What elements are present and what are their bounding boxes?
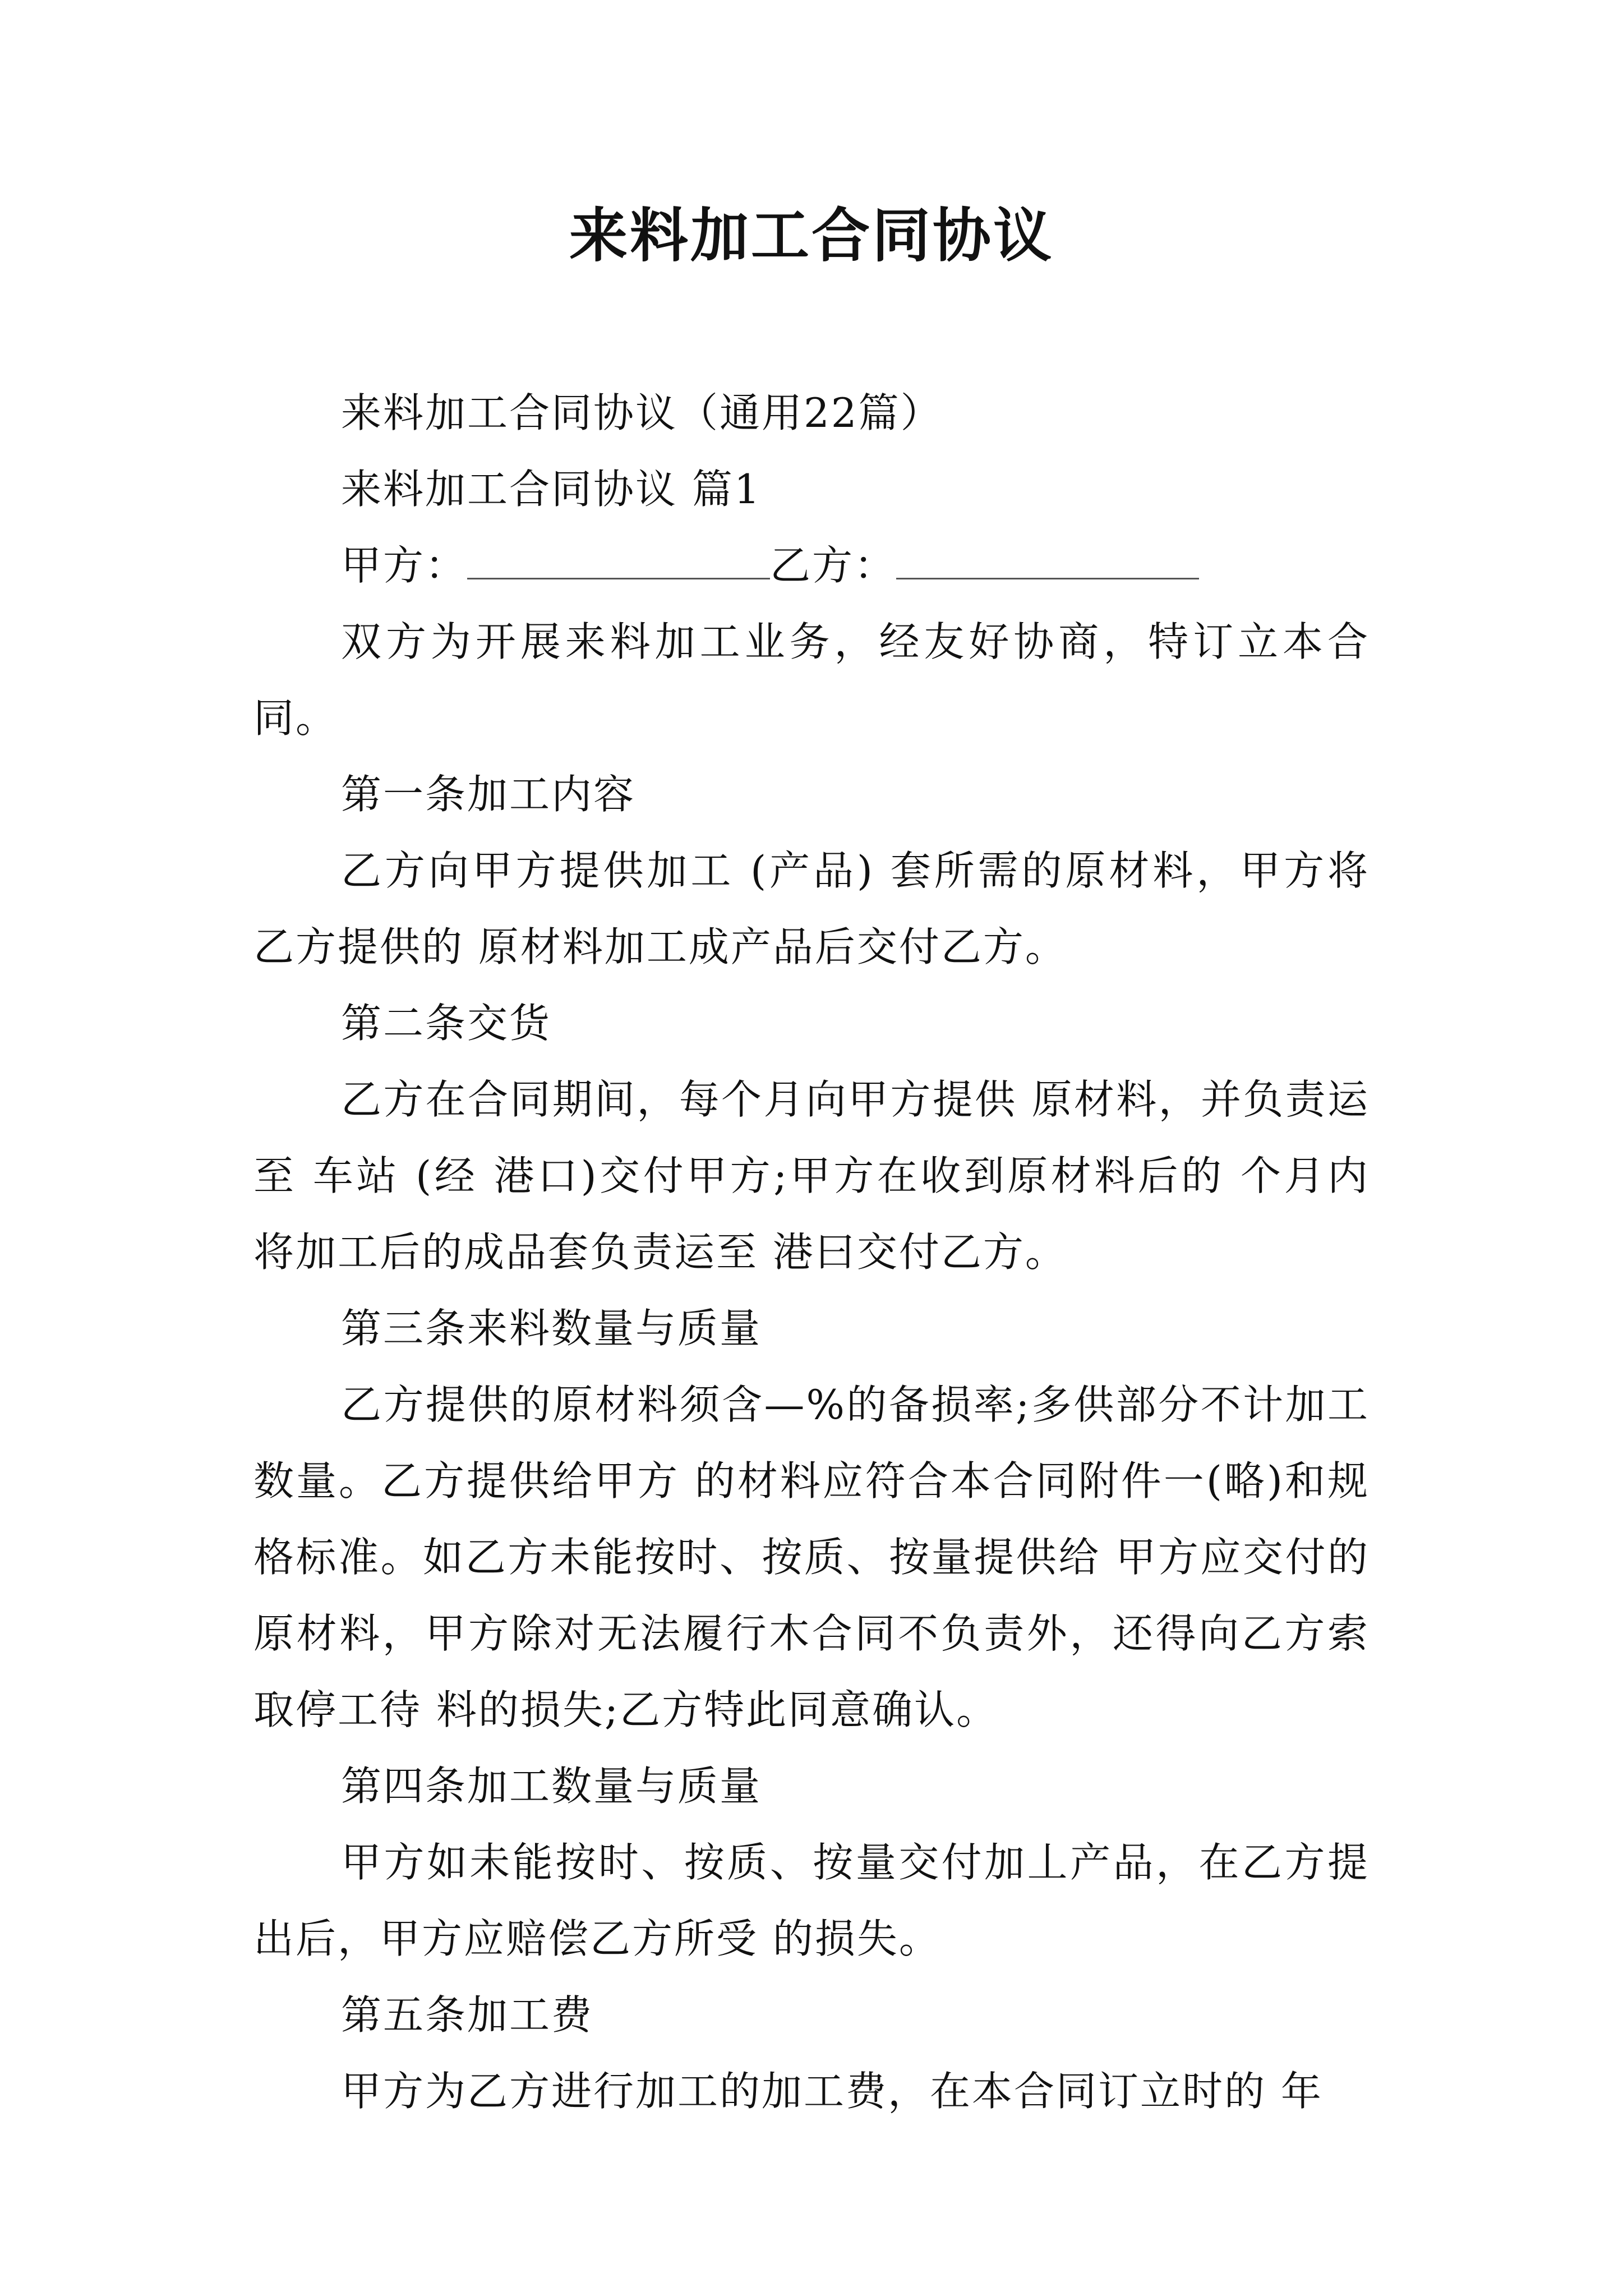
intro-paragraph: 双方为开展来料加工业务，经友好协商，特订立本合同。 (253, 618, 1370, 742)
article-heading: 第四条加工数量与质量 (341, 1763, 762, 1810)
article-paragraph: 乙方在合同期间，每个月向甲方提供 原材料，并负责运至 车站 (经 港口)交付甲方;甲方在收到原材料后的 个月内将加工后的成品套负责运至 港曰交付乙方。 (253, 1076, 1370, 1276)
party-b-blank (896, 539, 1199, 579)
parties-line (253, 527, 1370, 604)
article-paragraph: 甲方如未能按时、按质、按量交付加丄产品，在乙方提出后，甲方应赔偿乙方所受 的损失。 (253, 1839, 1370, 1962)
document-body (253, 375, 1370, 2129)
article-heading: 第三条来料数量与质量 (341, 1305, 762, 1352)
article-paragraph: 乙方提供的原材料须含—%的备损率;多供部分不计加工数量。乙方提供给甲方 的材料应符合本合同附件一(略)和规格标准。如乙方未能按时、按质、按量提供给 甲方应交付的原材料，甲方除对无法履行木合同不负责外，还得向乙方索取停工待 料的损失;乙方特此同意确认。 (253, 1381, 1370, 1733)
party-a-label: 甲方： (341, 542, 468, 589)
section-heading: 来料加工合同协议 篇1 (341, 466, 762, 513)
article-heading: 第一条加工内容 (341, 771, 636, 818)
article-paragraph: 乙方向甲方提供加工 (产品) 套所需的原材料，甲方将乙方提供的 原材料加工成产品后交付乙方。 (253, 847, 1370, 970)
article-heading: 第二条交货 (341, 1000, 552, 1047)
subtitle-line: 来料加工合同协议（通用22篇） (341, 389, 943, 436)
article-heading: 第五条加工费 (341, 1991, 594, 2039)
party-b-label: 乙方： (770, 542, 897, 589)
party-a-blank (467, 539, 770, 579)
document-title: 来料加工合同协议 (569, 201, 1054, 270)
article-paragraph: 甲方为乙方进行加工的加工费，在本合同订立时的 年 (341, 2068, 1323, 2115)
